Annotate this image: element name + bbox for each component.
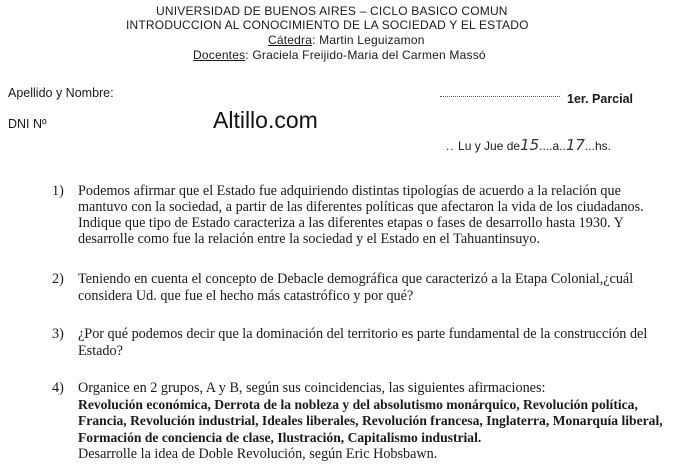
question-number: 3) [52, 326, 64, 342]
schedule-leader: .. [446, 139, 455, 153]
question-4 [52, 380, 663, 463]
schedule-line [446, 136, 611, 154]
question-number: 4) [52, 380, 64, 396]
course-title: INTRODUCCION AL CONOCIMIENTO DE LA SOCIEDAD Y EL ESTADO [126, 18, 529, 32]
question-number: 1) [52, 183, 64, 199]
watermark: Altillo.com [213, 107, 318, 133]
question-3 [52, 326, 647, 360]
question-line: desarrolle como fue la relación entre la sociedad y el Estado en el Tahuantinsuyo. [78, 231, 541, 247]
apellido-label: Apellido y Nombre: [8, 86, 114, 100]
exam-type: 1er. Parcial [567, 92, 634, 106]
question-line: Estado? [78, 343, 123, 359]
question-line: Formación de conciencia de clase, Ilustración, Capitalismo industrial. [78, 429, 482, 445]
docentes-line [193, 48, 486, 62]
catedra-value: : Martin Leguizamon [312, 33, 425, 47]
question-line: 1) Podemos afirmar que el Estado fue adquiriendo distintas tipologías de acuerdo a la relación que [52, 183, 621, 199]
question-number: 2) [52, 271, 64, 287]
schedule-dots-2: .. [559, 139, 566, 153]
question-line: Indique que tipo de Estado caracteriza a las diferentes etapas o fases de desarrollo hasta 1930. Y [78, 215, 624, 231]
schedule-dots-1: .... [539, 139, 553, 153]
catedra-line [268, 33, 425, 47]
question-line: 3) ¿Por qué podemos decir que la dominación del territorio es parte fundamental de la construcción del [52, 326, 648, 342]
dni-label: DNI Nº [8, 117, 47, 131]
docentes-label: Docentes [193, 48, 246, 62]
catedra-label: Cátedra [268, 33, 313, 47]
schedule-dots-3: ... [584, 139, 595, 153]
docentes-value: : Graciela Freijido-Maria del Carmen Massó [245, 48, 486, 62]
question-1 [52, 183, 644, 247]
question-line: considera Ud. que fue el hecho más catastrófico y por qué? [78, 288, 414, 304]
question-2 [52, 271, 633, 305]
schedule-prefix: Lu y Jue de [458, 139, 521, 153]
question-line: Desarrolle la idea de Doble Revolución, según Eric Hobsbawn. [78, 446, 438, 462]
question-line: 4) Organice en 2 grupos, A y B, según sus coincidencias, las siguientes afirmaciones: [52, 380, 546, 396]
apellido-dotted-line [440, 86, 560, 97]
schedule-from: 15 [520, 136, 540, 154]
schedule-suffix: hs. [594, 139, 611, 153]
university-title: UNIVERSIDAD DE BUENOS AIRES – CICLO BASICO COMUN [156, 4, 508, 18]
schedule-mid: a [552, 139, 560, 153]
question-line: mantuvo con la sociedad, a partir de las diferentes políticas que afectaron la vida de los ciudadanos. [78, 199, 644, 215]
question-line: Revolución económica, Derrota de la nobleza y del absolutismo monárquico, Revolución política, [78, 396, 638, 412]
schedule-to: 17 [565, 136, 585, 154]
question-line: 2) Teniendo en cuenta el concepto de Debacle demográfica que caracterizó a la Etapa Colonial,¿cuál [52, 271, 634, 287]
question-line: Francia, Revolución industrial, Ideales liberales, Revolución francesa, Inglaterra, Monarquía liberal, [78, 413, 663, 428]
